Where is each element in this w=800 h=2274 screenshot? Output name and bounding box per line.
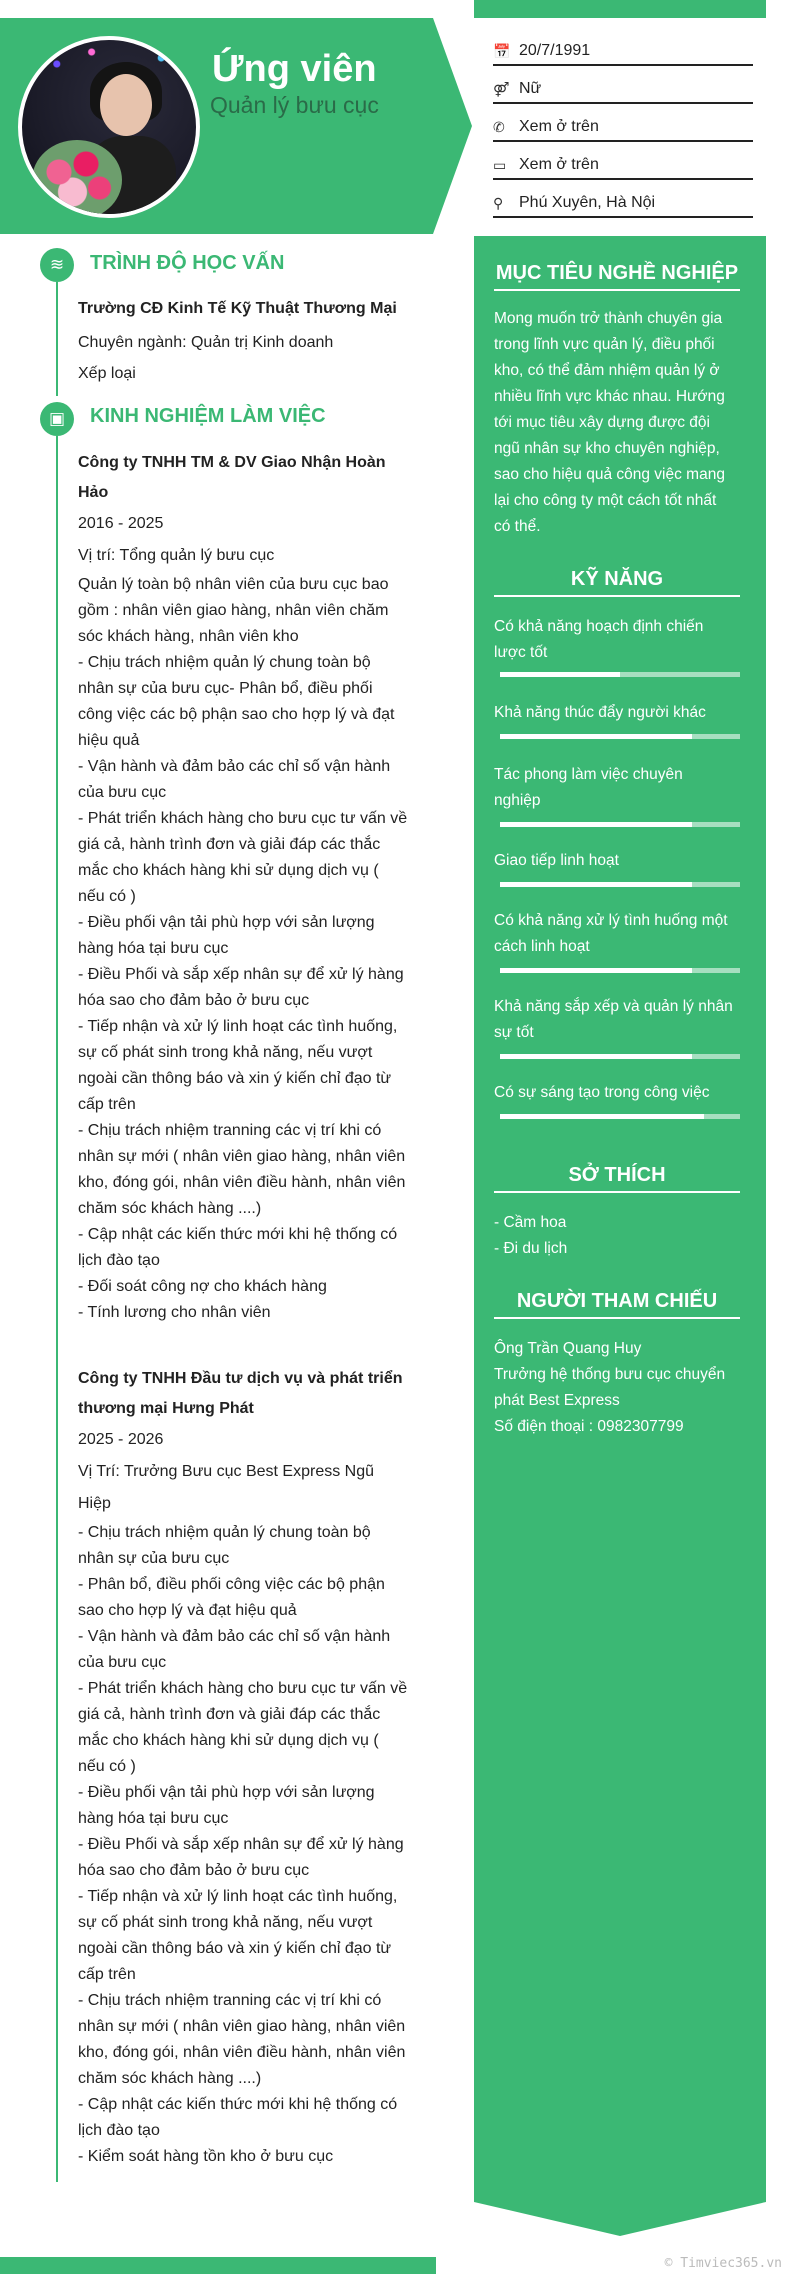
graduation-icon: ≋ xyxy=(40,248,74,282)
job-description-line: - Điều Phối và sắp xếp nhân sự để xử lý hàng xyxy=(78,1836,404,1853)
job-description-line: giá cả, hành trình đơn và giải đáp các thắc xyxy=(78,1706,381,1723)
skill-bar-fill xyxy=(500,734,692,739)
email-icon: ▭ xyxy=(493,156,507,173)
skill-bar xyxy=(500,882,740,887)
job-description xyxy=(78,1520,408,2170)
job-description-line: - Điều phối vận tải phù hợp với sản lượng xyxy=(78,914,375,931)
skill-item: Có khả năng hoạch định chiến lược tốt xyxy=(494,618,704,661)
skill-bar xyxy=(500,1054,740,1059)
job-description-line: Quản lý toàn bộ nhân viên của bưu cục bao xyxy=(78,576,389,593)
job-description-line: - Cập nhật các kiến thức mới khi hệ thống có xyxy=(78,2096,398,2113)
job-description-line: cấp trên xyxy=(78,1966,136,1983)
job-description-line: của bưu cục xyxy=(78,784,167,801)
job-company: thương mại Hưng Phát xyxy=(78,1400,254,1417)
job-entry xyxy=(78,1364,408,2170)
references-text: Ông Trần Quang Huy Trưởng hệ thống bưu cục chuyển phát Best Express Số điện thoại : 0982307799 xyxy=(494,1340,726,1435)
job-description-line: - Kiểm soát hàng tồn kho ở bưu cục xyxy=(78,2148,334,2165)
job-description-line: hàng hóa tại bưu cục xyxy=(78,940,229,957)
candidate-name: Ứng viên xyxy=(212,48,377,90)
job-description-line: gồm : nhân viên giao hàng, nhân viên chăm xyxy=(78,602,389,619)
contact-email xyxy=(493,152,753,180)
job-description-line: sao cho hợp lý và đạt hiệu quả xyxy=(78,1602,297,1619)
job-description-line: kho, đóng gói, nhân viên điều hành, nhân viên xyxy=(78,1174,406,1191)
candidate-position: Quản lý bưu cục xyxy=(210,92,379,118)
job-description-line: ngoài cần thông báo và xin ý kiến chỉ đạo từ xyxy=(78,1070,392,1087)
hobbies-list xyxy=(494,1210,744,1262)
job-description-line: sự cố phát sinh trong khả năng, nếu vượt xyxy=(78,1044,373,1061)
job-description-line: - Phát triển khách hàng cho bưu cục tư vấn về xyxy=(78,810,408,827)
gender-value: Nữ xyxy=(519,80,542,97)
skill-bar-fill xyxy=(500,1114,704,1119)
skill-item: Có sự sáng tạo trong công việc xyxy=(494,1084,710,1101)
job-description-line: lịch đào tạo xyxy=(78,1252,160,1269)
job-description-line: - Tính lương cho nhân viên xyxy=(78,1304,271,1321)
timeline-line xyxy=(56,282,58,396)
job-role: Vị Trí: Trưởng Bưu cục Best Express Ngũ Hiệp xyxy=(78,1463,375,1512)
job-description-line: - Cập nhật các kiến thức mới khi hệ thống có xyxy=(78,1226,398,1243)
job-description-line: kho, đóng gói, nhân viên điều hành, nhân viên xyxy=(78,2044,406,2061)
education-rank: Xếp loại xyxy=(78,365,136,382)
job-description-line: nếu có ) xyxy=(78,888,136,905)
references-title: NGƯỜI THAM CHIẾU xyxy=(494,1290,740,1319)
job-description-line: nếu có ) xyxy=(78,1758,136,1775)
job-description-line: mắc cho khách hàng khi sử dụng dịch vụ ( xyxy=(78,1732,379,1749)
job-description-line: - Phát triển khách hàng cho bưu cục tư vấn về xyxy=(78,1680,408,1697)
contact-gender xyxy=(493,76,753,104)
job-description-line: - Phân bổ, điều phối công việc các bộ phận xyxy=(78,1576,385,1593)
hobby-item: - Cầm hoa xyxy=(494,1214,567,1231)
job-description-line: mắc cho khách hàng khi sử dụng dịch vụ ( xyxy=(78,862,379,879)
skill-item: Khả năng sắp xếp và quản lý nhân sự tốt xyxy=(494,998,733,1041)
objective-text: Mong muốn trở thành chuyên gia trong lĩnh vực quản lý, điều phối kho, có thể đảm nhiệm quản lý ở nhiều lĩnh vực khác nhau. Hướng tới mục tiêu xây dựng được đội ngũ nhân sự kho chuyên nghiệp, sao cho hiệu quả công việc mang lại cho công ty một cách tốt nhất có thể. xyxy=(494,310,725,535)
skill-bar xyxy=(500,672,740,677)
job-description-line: hiệu quả xyxy=(78,732,140,749)
job-description xyxy=(78,572,408,1326)
contact-phone xyxy=(493,114,753,142)
job-description-line: - Tiếp nhận và xử lý linh hoạt các tình huống, xyxy=(78,1888,398,1905)
contact-birthday xyxy=(493,38,753,66)
job-description-line: nhân sự mới ( nhân viên giao hàng, nhân viên xyxy=(78,2018,406,2035)
calendar-icon: 📅 xyxy=(493,42,511,59)
job-description-line: - Chịu trách nhiệm quản lý chung toàn bộ xyxy=(78,1524,371,1541)
skill-bar xyxy=(500,968,740,973)
job-description-line: chăm sóc khách hàng ....) xyxy=(78,1200,262,1217)
job-period: 2016 - 2025 xyxy=(78,515,164,532)
address-value: Phú Xuyên, Hà Nội xyxy=(519,194,656,211)
job-company: Hảo xyxy=(78,484,109,501)
birthday-value: 20/7/1991 xyxy=(519,42,591,59)
map-pin-icon: ⚲ xyxy=(493,194,504,211)
contact-address xyxy=(493,190,753,218)
skill-item: Tác phong làm việc chuyên nghiệp xyxy=(494,766,683,809)
job-company: Công ty TNHH Đầu tư dịch vụ và phát triển xyxy=(78,1370,403,1387)
job-description-line: - Vận hành và đảm bảo các chỉ số vận hành xyxy=(78,758,391,775)
job-description-line: hóa sao cho đảm bảo ở bưu cục xyxy=(78,1862,310,1879)
education-title: TRÌNH ĐỘ HỌC VẤN xyxy=(90,252,285,274)
job-description-line: của bưu cục xyxy=(78,1654,167,1671)
phone-icon: ✆ xyxy=(493,118,505,135)
briefcase-icon: ▣ xyxy=(40,402,74,436)
job-description-line: cấp trên xyxy=(78,1096,136,1113)
job-description-line: - Vận hành và đảm bảo các chỉ số vận hành xyxy=(78,1628,391,1645)
bottom-accent-strip xyxy=(0,2257,436,2274)
job-company: Công ty TNHH TM & DV Giao Nhận Hoàn xyxy=(78,454,386,471)
skills-title: KỸ NĂNG xyxy=(494,568,740,597)
job-description-line: - Chịu trách nhiệm tranning các vị trí khi có xyxy=(78,1122,382,1139)
job-role: Vị trí: Tổng quản lý bưu cục xyxy=(78,547,275,564)
experience-title: KINH NGHIỆM LÀM VIỆC xyxy=(90,405,326,427)
avatar xyxy=(18,36,200,218)
job-description-line: sóc khách hàng, nhân viên kho xyxy=(78,628,299,645)
watermark: © Timviec365.vn xyxy=(664,2256,782,2271)
skill-bar xyxy=(500,734,740,739)
job-description-line: sự cố phát sinh trong khả năng, nếu vượt xyxy=(78,1914,373,1931)
job-description-line: lịch đào tạo xyxy=(78,2122,160,2139)
skill-item: Có khả năng xử lý tình huống một cách linh hoạt xyxy=(494,912,728,955)
job-description-line: hóa sao cho đảm bảo ở bưu cục xyxy=(78,992,310,1009)
job-description-line: nhân sự của bưu cục xyxy=(78,1550,230,1567)
top-accent-strip xyxy=(474,0,766,18)
job-description-line: - Chịu trách nhiệm tranning các vị trí khi có xyxy=(78,1992,382,2009)
job-entry xyxy=(78,448,408,1326)
job-description-line: - Chịu trách nhiệm quản lý chung toàn bộ xyxy=(78,654,371,671)
education-major: Chuyên ngành: Quản trị Kinh doanh xyxy=(78,334,334,351)
phone-value: Xem ở trên xyxy=(519,118,599,135)
timeline-line xyxy=(56,436,58,2182)
education-school: Trường CĐ Kinh Tế Kỹ Thuật Thương Mại xyxy=(78,300,397,317)
job-period: 2025 - 2026 xyxy=(78,1431,164,1448)
hobby-item: - Đi du lịch xyxy=(494,1240,568,1257)
job-description-line: - Đối soát công nợ cho khách hàng xyxy=(78,1278,327,1295)
job-description-line: - Điều Phối và sắp xếp nhân sự để xử lý hàng xyxy=(78,966,404,983)
job-description-line: hàng hóa tại bưu cục xyxy=(78,1810,229,1827)
skill-bar-fill xyxy=(500,968,692,973)
skill-bar xyxy=(500,822,740,827)
job-description-line: chăm sóc khách hàng ....) xyxy=(78,2070,262,2087)
skill-item: Khả năng thúc đẩy người khác xyxy=(494,704,706,721)
job-description-line: - Điều phối vận tải phù hợp với sản lượng xyxy=(78,1784,375,1801)
job-description-line: nhân sự mới ( nhân viên giao hàng, nhân viên xyxy=(78,1148,406,1165)
skill-item: Giao tiếp linh hoạt xyxy=(494,852,619,869)
skill-bar-fill xyxy=(500,882,692,887)
skill-bar-fill xyxy=(500,822,692,827)
email-value: Xem ở trên xyxy=(519,156,599,173)
job-description-line: ngoài cần thông báo và xin ý kiến chỉ đạo từ xyxy=(78,1940,392,1957)
job-description-line: nhân sự của bưu cục- Phân bổ, điều phối xyxy=(78,680,373,697)
job-description-line: công việc các bộ phận sao cho hợp lý và đạt xyxy=(78,706,395,723)
gender-icon: ⚤ xyxy=(493,80,510,97)
skill-bar-fill xyxy=(500,672,620,677)
job-description-line: - Tiếp nhận và xử lý linh hoạt các tình huống, xyxy=(78,1018,398,1035)
objective-title: MỤC TIÊU NGHỀ NGHIỆP xyxy=(494,262,740,291)
skill-bar xyxy=(500,1114,740,1119)
skill-bar-fill xyxy=(500,1054,692,1059)
job-description-line: giá cả, hành trình đơn và giải đáp các thắc xyxy=(78,836,381,853)
hobbies-title: SỞ THÍCH xyxy=(494,1164,740,1193)
